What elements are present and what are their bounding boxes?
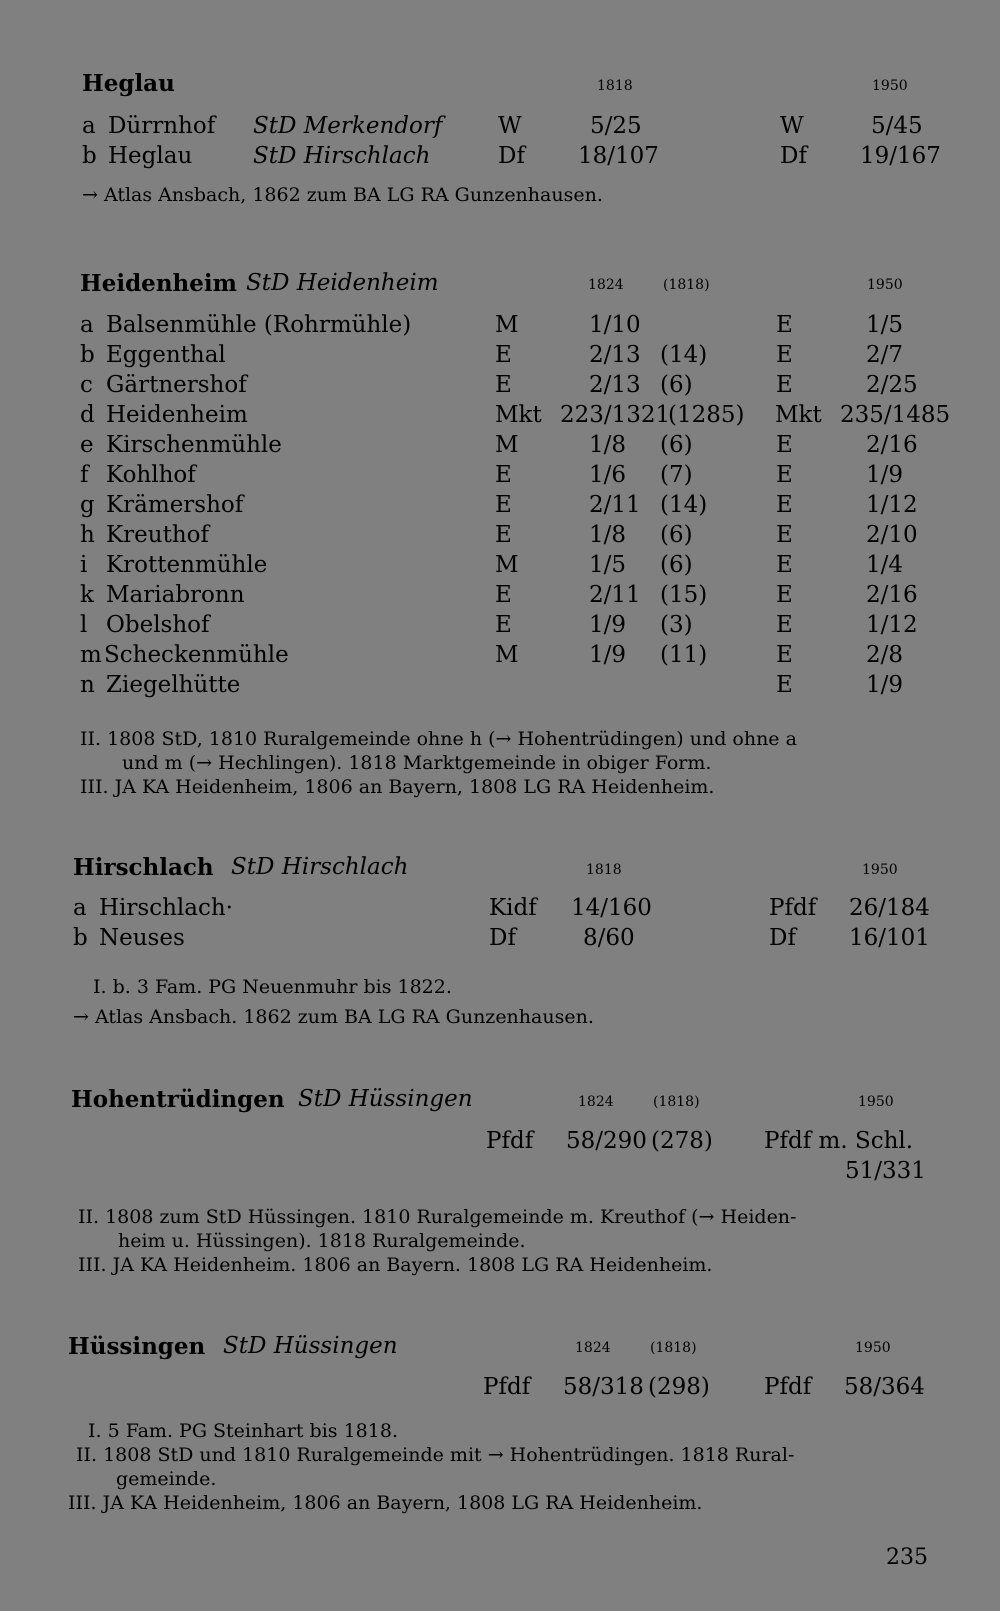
row-id: a [80, 312, 94, 338]
place-name: Heidenheim [106, 402, 248, 428]
value-1818: (15) [660, 582, 708, 608]
value-1950: 26/184 [849, 895, 930, 921]
row-id: f [80, 462, 89, 488]
value-1818: (6) [660, 372, 693, 398]
note-line: heim u. Hüssingen). 1818 Ruralgemeinde. [118, 1230, 526, 1252]
year-column-3: 1950 [862, 862, 898, 878]
section-title: Hüssingen [68, 1333, 206, 1360]
section-std: StD Heidenheim [246, 270, 439, 296]
place-name: Neuses [99, 925, 185, 951]
year-column-3: 1950 [855, 1340, 891, 1356]
type-1824: E [495, 462, 512, 488]
value-1950: 235/1485 [840, 402, 951, 428]
value-1824: 1/5 [589, 552, 627, 578]
type-1950: E [776, 552, 793, 578]
value-1818: 8/60 [583, 925, 635, 951]
row-id: n [80, 672, 95, 698]
type-1950: E [776, 492, 793, 518]
row-id: a [82, 113, 96, 139]
note-line: III. JA KA Heidenheim, 1806 an Bayern, 1808 LG RA Heidenheim. [68, 1492, 703, 1514]
type-1950: Pfdf [764, 1374, 812, 1400]
type-1824: M [495, 642, 519, 668]
value-1818: (6) [660, 552, 693, 578]
type-1950: E [776, 672, 793, 698]
value-1950: 2/7 [866, 342, 904, 368]
year-column-1: 1824 [575, 1340, 611, 1356]
type-1950: E [776, 582, 793, 608]
place-name: Heglau [108, 143, 193, 169]
page-number: 235 [886, 1545, 928, 1570]
value-1950: 1/12 [866, 492, 918, 518]
section-std: StD Hirschlach [231, 854, 409, 880]
value-1950: 2/25 [866, 372, 918, 398]
type-1950: Pfdf m. Schl. [764, 1128, 914, 1154]
section-title: Hohentrüdingen [71, 1086, 285, 1113]
note-line: → Atlas Ansbach. 1862 zum BA LG RA Gunzenhausen. [73, 1006, 594, 1028]
section-title: Heglau [82, 70, 175, 97]
value-1824: 1/8 [589, 522, 627, 548]
value-1950: 2/10 [866, 522, 918, 548]
type-1818: Kidf [489, 895, 537, 921]
row-std: StD Hirschlach [253, 143, 431, 169]
place-name: Krämershof [106, 492, 244, 518]
place-name: Gärtnershof [106, 372, 247, 398]
year-column-2: (1818) [653, 1094, 700, 1110]
row-id: d [80, 402, 95, 428]
type-1950: Df [769, 925, 796, 951]
note-line: II. 1808 zum StD Hüssingen. 1810 Ruralgemeinde m. Kreuthof (→ Heiden- [78, 1206, 797, 1228]
row-std: StD Merkendorf [253, 113, 443, 139]
row-id: k [80, 582, 94, 608]
type-1950: E [776, 312, 793, 338]
value-1824: 1/6 [589, 462, 627, 488]
place-name: Dürrnhof [108, 113, 216, 139]
year-column-3: 1950 [872, 78, 908, 94]
year-column-2: (1818) [650, 1340, 697, 1356]
note-line: II. 1808 StD und 1810 Ruralgemeinde mit → Hohentrüdingen. 1818 Rural- [76, 1444, 795, 1466]
note-line: → Atlas Ansbach, 1862 zum BA LG RA Gunzenhausen. [82, 184, 603, 206]
value-1818: 18/107 [578, 143, 659, 169]
value-1824: 2/11 [589, 582, 641, 608]
place-name: Balsenmühle (Rohrmühle) [106, 312, 412, 338]
place-name: Ziegelhütte [106, 672, 241, 698]
value-1950: 1/9 [866, 672, 904, 698]
type-1824: Mkt [495, 402, 542, 428]
value-1950: 16/101 [849, 925, 930, 951]
value-1818: 5/25 [590, 113, 642, 139]
value-1824: 2/11 [589, 492, 641, 518]
type-1824: M [495, 552, 519, 578]
type-1824: M [495, 432, 519, 458]
type-1824: E [495, 372, 512, 398]
value-1950: 51/331 [845, 1158, 926, 1184]
place-name: Mariabronn [106, 582, 245, 608]
type-1950: E [776, 432, 793, 458]
type-1824: M [495, 312, 519, 338]
value-1824: 2/13 [589, 372, 641, 398]
value-1950: 2/16 [866, 582, 918, 608]
type-1950: Pfdf [769, 895, 817, 921]
year-column-1: 1818 [586, 862, 622, 878]
type-1950: Df [780, 143, 807, 169]
type-1950: E [776, 642, 793, 668]
value-1818: (11) [660, 642, 708, 668]
value-1818: (7) [660, 462, 693, 488]
year-column-1: 1824 [588, 277, 624, 293]
value-1950: 58/364 [844, 1374, 925, 1400]
year-column-2: (1818) [663, 277, 710, 293]
note-line: III. JA KA Heidenheim. 1806 an Bayern. 1808 LG RA Heidenheim. [78, 1254, 713, 1276]
type-1950: W [780, 113, 804, 139]
value-1950: 2/16 [866, 432, 918, 458]
value-1818: (298) [648, 1374, 710, 1400]
section-std: StD Hüssingen [223, 1333, 398, 1359]
type-1824: E [495, 342, 512, 368]
type-1818: W [498, 113, 522, 139]
type-1950: E [776, 612, 793, 638]
year-column-3: 1950 [867, 277, 903, 293]
note-line: I. 5 Fam. PG Steinhart bis 1818. [88, 1420, 398, 1442]
row-id: h [80, 522, 95, 548]
place-name: Kreuthof [106, 522, 210, 548]
row-id: c [80, 372, 93, 398]
value-1818: 14/160 [571, 895, 652, 921]
note-line: gemeinde. [116, 1468, 217, 1490]
value-1950: 1/5 [866, 312, 904, 338]
value-1950: 1/12 [866, 612, 918, 638]
row-id: a [73, 895, 87, 921]
row-id: b [80, 342, 95, 368]
section-std: StD Hüssingen [298, 1086, 473, 1112]
year-column-1: 1824 [578, 1094, 614, 1110]
type-1950: E [776, 462, 793, 488]
place-name: Kohlhof [106, 462, 196, 488]
value-1824: 1/10 [589, 312, 641, 338]
place-name: Krottenmühle [106, 552, 268, 578]
value-1824: 2/13 [589, 342, 641, 368]
section-title: Hirschlach [73, 854, 214, 881]
place-name: Scheckenmühle [104, 642, 289, 668]
value-1824: 1/9 [589, 612, 627, 638]
value-1824: 58/290 [566, 1128, 647, 1154]
section-title: Heidenheim [80, 270, 237, 297]
year-column-3: 1950 [858, 1094, 894, 1110]
type-1950: E [776, 522, 793, 548]
row-id: e [80, 432, 94, 458]
year-column-1: 1818 [597, 78, 633, 94]
type-1950: E [776, 342, 793, 368]
value-1818: (14) [660, 342, 708, 368]
type-1824: E [495, 582, 512, 608]
value-1950: 19/167 [860, 143, 941, 169]
type-1824: Pfdf [483, 1374, 531, 1400]
type-1824: Pfdf [486, 1128, 534, 1154]
type-1818: Df [498, 143, 525, 169]
row-id: i [80, 552, 88, 578]
value-1950: 5/45 [871, 113, 923, 139]
value-1818: (6) [660, 432, 693, 458]
type-1818: Df [489, 925, 516, 951]
type-1824: E [495, 522, 512, 548]
value-1818: (278) [651, 1128, 713, 1154]
type-1824: E [495, 612, 512, 638]
row-id: b [73, 925, 88, 951]
type-1950: Mkt [775, 402, 822, 428]
value-1824: 1/9 [589, 642, 627, 668]
type-1950: E [776, 372, 793, 398]
value-1950: 1/9 [866, 462, 904, 488]
value-1818: (1285) [668, 402, 745, 428]
place-name: Kirschenmühle [106, 432, 282, 458]
row-id: b [82, 143, 97, 169]
type-1824: E [495, 492, 512, 518]
note-line: I. b. 3 Fam. PG Neuenmuhr bis 1822. [93, 976, 452, 998]
value-1818: (6) [660, 522, 693, 548]
row-id: l [80, 612, 88, 638]
value-1824: 1/8 [589, 432, 627, 458]
value-1950: 1/4 [866, 552, 904, 578]
note-line: und m (→ Hechlingen). 1818 Marktgemeinde in obiger Form. [122, 752, 712, 774]
value-1824: 223/1321 [560, 402, 671, 428]
row-id: m [80, 642, 102, 668]
note-line: II. 1808 StD, 1810 Ruralgemeinde ohne h (→ Hohentrüdingen) und ohne a [80, 728, 797, 750]
value-1818: (3) [660, 612, 693, 638]
value-1824: 58/318 [563, 1374, 644, 1400]
value-1950: 2/8 [866, 642, 904, 668]
row-id: g [80, 492, 95, 518]
place-name: Obelshof [106, 612, 210, 638]
note-line: III. JA KA Heidenheim, 1806 an Bayern, 1808 LG RA Heidenheim. [80, 776, 715, 798]
place-name: Eggenthal [106, 342, 226, 368]
place-name: Hirschlach· [99, 895, 233, 921]
value-1818: (14) [660, 492, 708, 518]
